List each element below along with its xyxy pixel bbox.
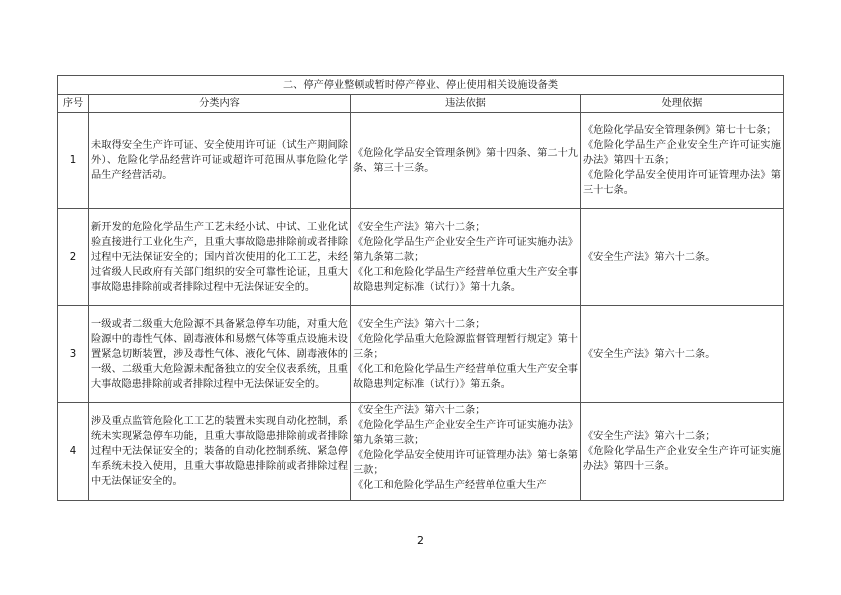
header-handling-basis: 处理依据 — [581, 95, 784, 113]
handling-line: 《安全生产法》第六十二条； — [583, 431, 716, 442]
basis-line: 《化工和危险化学品生产经营单位重大生产 — [353, 480, 547, 491]
basis-line: 《危险化学品生产企业安全生产许可证实施办法》第九条第三款； — [353, 420, 578, 446]
basis-line: 《安全生产法》第六十二条； — [353, 221, 486, 233]
row-number: 3 — [58, 306, 89, 403]
row-content: 涉及重点监管危险化工工艺的装置未实现自动化控制，系统未实现紧急停车功能，且重大事故隐患排除前或者排除过程中无法保证安全的；装备的自动化控制系统、紧急停车系统未投入使用，且重大事故隐患排除前或者排除过程中无法保证安全的。 — [89, 403, 351, 501]
row-violation-basis — [351, 113, 581, 209]
basis-line: 《危险化学品生产企业安全生产许可证实施办法》第九条第二款； — [353, 236, 578, 263]
table-row — [58, 113, 784, 209]
basis-line: 《危险化学品安全使用许可证管理办法》第七条第三款； — [353, 450, 578, 476]
row-violation-basis — [351, 209, 581, 306]
header-row — [58, 95, 784, 113]
section-title-row — [58, 76, 784, 95]
handling-line: 《安全生产法》第六十二条。 — [583, 348, 716, 360]
row-number: 2 — [58, 209, 89, 306]
row-content: 新开发的危险化学品生产工艺未经小试、中试、工业化试验直接进行工业化生产，且重大事故隐患排除前或者排除过程中无法保证安全的；国内首次使用的化工工艺，未经过省级人民政府有关部门组织的安全可靠性论证，且重大事故隐患排除前或者排除过程中无法保证安全的。 — [89, 209, 351, 306]
table-row — [58, 209, 784, 306]
row-handling-basis — [581, 306, 784, 403]
header-number: 序号 — [58, 95, 89, 113]
row-number: 1 — [58, 113, 89, 209]
header-content: 分类内容 — [89, 95, 351, 113]
header-violation-basis: 违法依据 — [351, 95, 581, 113]
regulation-table — [57, 75, 784, 501]
row-violation-basis — [351, 403, 581, 501]
handling-line: 《安全生产法》第六十二条。 — [583, 251, 716, 263]
row-number: 4 — [58, 403, 89, 501]
row-violation-basis — [351, 306, 581, 403]
basis-line: 《危险化学品重大危险源监督管理暂行规定》第十三条； — [353, 333, 578, 360]
table-row — [58, 306, 784, 403]
basis-line: 《化工和危险化学品生产经营单位重大生产安全事故隐患判定标准（试行）》第十九条。 — [353, 266, 578, 293]
handling-line: 《危险化学品安全使用许可证管理办法》第三十七条。 — [583, 170, 781, 196]
table-row — [58, 403, 784, 501]
page-number: 2 — [417, 534, 424, 547]
row-handling-basis — [581, 403, 784, 501]
row-handling-basis — [581, 209, 784, 306]
handling-line: 《危险化学品生产企业安全生产许可证实施办法》第四十五条； — [583, 140, 781, 166]
row-content: 未取得安全生产许可证、安全使用许可证（试生产期间除外）、危险化学品经营许可证或超许可范围从事危险化学品生产经营活动。 — [89, 113, 351, 209]
handling-line: 《危险化学品安全管理条例》第七十七条； — [583, 125, 777, 136]
handling-line: 《危险化学品生产企业安全生产许可证实施办法》第四十三条。 — [583, 446, 781, 472]
section-title: 二、停产停业整顿或暂时停产停业、停止使用相关设施设备类 — [58, 76, 784, 95]
row-handling-basis — [581, 113, 784, 209]
basis-line: 《化工和危险化学品生产经营单位重大生产安全事故隐患判定标准（试行）》第五条。 — [353, 363, 578, 390]
row-content: 一级或者二级重大危险源不具备紧急停车功能，对重大危险源中的毒性气体、剧毒液体和易燃气体等重点设施未设置紧急切断装置，涉及毒性气体、液化气体、剧毒液体的一级、二级重大危险源未配备独立的安全仪表系统，且重大事故隐患排除前或者排除过程中无法保证安全的。 — [89, 306, 351, 403]
basis-line: 《安全生产法》第六十二条； — [353, 405, 486, 416]
basis-line: 《危险化学品安全管理条例》第十四条、第二十九条、第三十三条。 — [353, 147, 578, 174]
basis-line: 《安全生产法》第六十二条； — [353, 318, 486, 330]
